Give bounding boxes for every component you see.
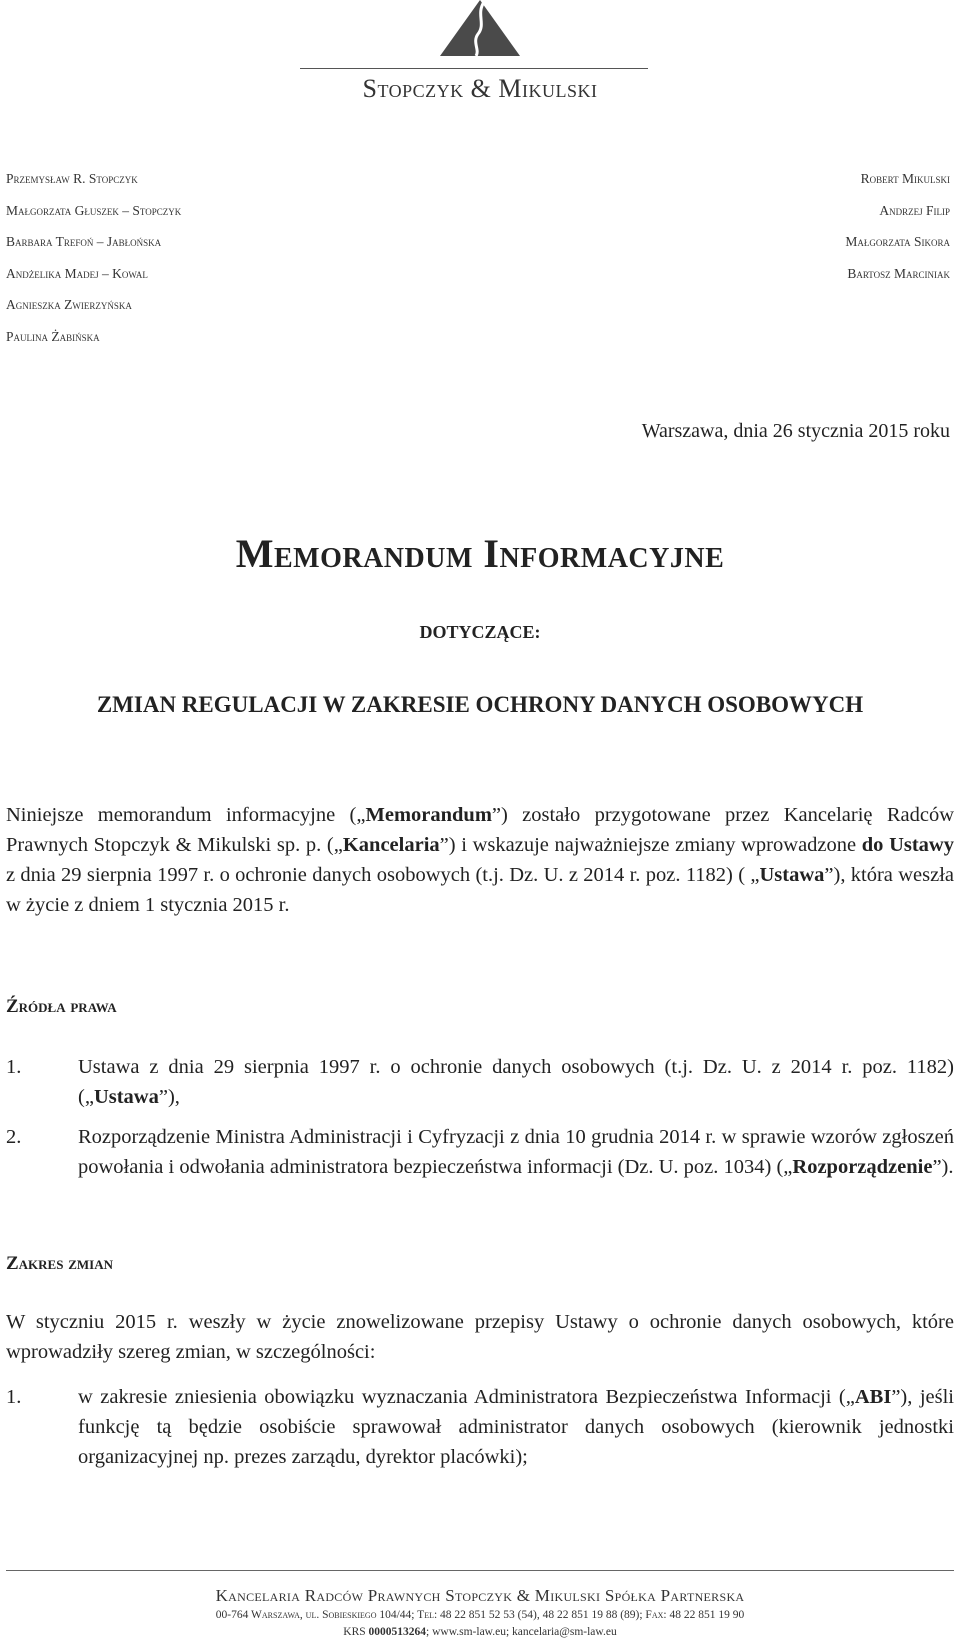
defined-term: ABI	[854, 1386, 892, 1408]
header-rule	[300, 68, 648, 69]
text-run: w zakresie zniesienia obowiązku wyznaczania Administratora Bezpieczeństwa Informacji („	[78, 1386, 855, 1408]
partners-left-list	[6, 163, 181, 352]
partner-name: Agnieszka Zwierzyńska	[6, 297, 132, 312]
list-item	[6, 1382, 954, 1472]
defined-term: Ustawa	[759, 864, 825, 886]
scope-paragraph: W styczniu 2015 r. weszły w życie znowelizowane przepisy Ustawy o ochronie danych osobowych, które wprowadziły szereg zmian, w szczególności:	[6, 1311, 954, 1363]
defined-term: Ustawa	[93, 1086, 159, 1108]
section-heading-scope: Zakres zmian	[6, 1253, 113, 1274]
text-run: ”), jeśli funkcję tą będzie osobiście sprawował administrator danych osobowych (kierownik jednostki organizacyjnej np. prezes zarządu, dyrektor placówki);	[78, 1386, 954, 1468]
footer-rule	[6, 1570, 954, 1571]
text-run: ”), która weszła w życie z dniem 1 stycznia 2015 r.	[6, 864, 954, 916]
subtitle-label: DOTYCZĄCE:	[419, 622, 541, 642]
firm-logo-icon	[440, 0, 520, 56]
intro-paragraph	[6, 800, 954, 920]
defined-term: Rozporządzenie	[792, 1156, 933, 1178]
firm-name: Stopczyk & Mikulski	[362, 74, 598, 103]
partner-name: Paulina Żabińska	[6, 328, 100, 344]
partner-name: Barbara Trefoń – Jabłońska	[6, 234, 162, 249]
footer-address: 00-764 Warszawa, ul. Sobieskiego 104/44; Tel: 48 22 851 52 53 (54), 48 22 851 19 88 (89); Fax: 48 22 851 19 90	[215, 1609, 745, 1621]
defined-term: do Ustawy	[861, 834, 954, 856]
document-subtitle: ZMIAN REGULACJI W ZAKRESIE OCHRONY DANYCH OSOBOWYCH	[96, 692, 864, 717]
date-line: Warszawa, dnia 26 stycznia 2015 roku	[641, 420, 950, 442]
document-title: Memorandum Informacyjne	[235, 531, 725, 576]
partner-name: Bartosz Marciniak	[847, 265, 950, 281]
list-text	[78, 1052, 954, 1112]
scope-list	[6, 1382, 954, 1482]
defined-term: Memorandum	[365, 804, 492, 826]
footer-contact	[0, 1626, 960, 1638]
section-heading-sources: Źródła prawa	[6, 996, 117, 1017]
partner-name: Małgorzata Sikora	[845, 234, 950, 249]
partner-name: Małgorzata Głuszek – Stopczyk	[6, 202, 182, 218]
list-item	[6, 1122, 954, 1182]
list-number: 1.	[6, 1386, 22, 1408]
text-run: Ustawa z dnia 29 sierpnia 1997 r. o ochronie danych osobowych (t.j. Dz. U. z 2014 r. poz. 1182) („	[78, 1056, 954, 1108]
partner-name: Andrzej Filip	[879, 202, 950, 218]
krs-number: 0000513264	[368, 1626, 427, 1638]
footer-contact-text: ; www.sm-law.eu; kancelaria@sm-law.eu	[426, 1626, 617, 1638]
list-number: 2.	[6, 1126, 22, 1148]
footer-firm-name: Kancelaria Radców Prawnych Stopczyk & Mikulski Spółka Partnerska	[215, 1586, 745, 1605]
sources-list	[6, 1052, 954, 1192]
text-run: Niniejsze memorandum informacyjne („	[6, 804, 366, 826]
list-text	[78, 1382, 954, 1472]
defined-term: Kancelaria	[342, 834, 440, 856]
partner-name: Robert Mikulski	[860, 171, 950, 186]
list-text	[78, 1122, 954, 1182]
krs-label: KRS	[343, 1626, 369, 1638]
partners-right-list	[845, 163, 950, 289]
text-run: Rozporządzenie Ministra Administracji i Cyfryzacji z dnia 10 grudnia 2014 r. w sprawie wzorów zgłoszeń powołania i odwołania administratora bezpieczeństwa informacji (Dz. U. poz. 1034) („	[78, 1126, 954, 1178]
text-run: ”),	[158, 1086, 180, 1108]
text-run: z dnia 29 sierpnia 1997 r. o ochronie danych osobowych (t.j. Dz. U. z 2014 r. poz. 1182) ( „	[6, 864, 760, 886]
partner-name: Przemysław R. Stopczyk	[6, 171, 138, 186]
list-number: 1.	[6, 1056, 22, 1078]
text-run: ”).	[932, 1156, 954, 1178]
partner-name: Andżelika Madej – Kowal	[6, 265, 148, 281]
list-item	[6, 1052, 954, 1112]
text-run: ”) zostało przygotowane przez Kancelarię Radców Prawnych Stopczyk & Mikulski sp. p. („	[6, 804, 954, 856]
text-run: ”) i wskazuje najważniejsze zmiany wprowadzone	[439, 834, 862, 856]
